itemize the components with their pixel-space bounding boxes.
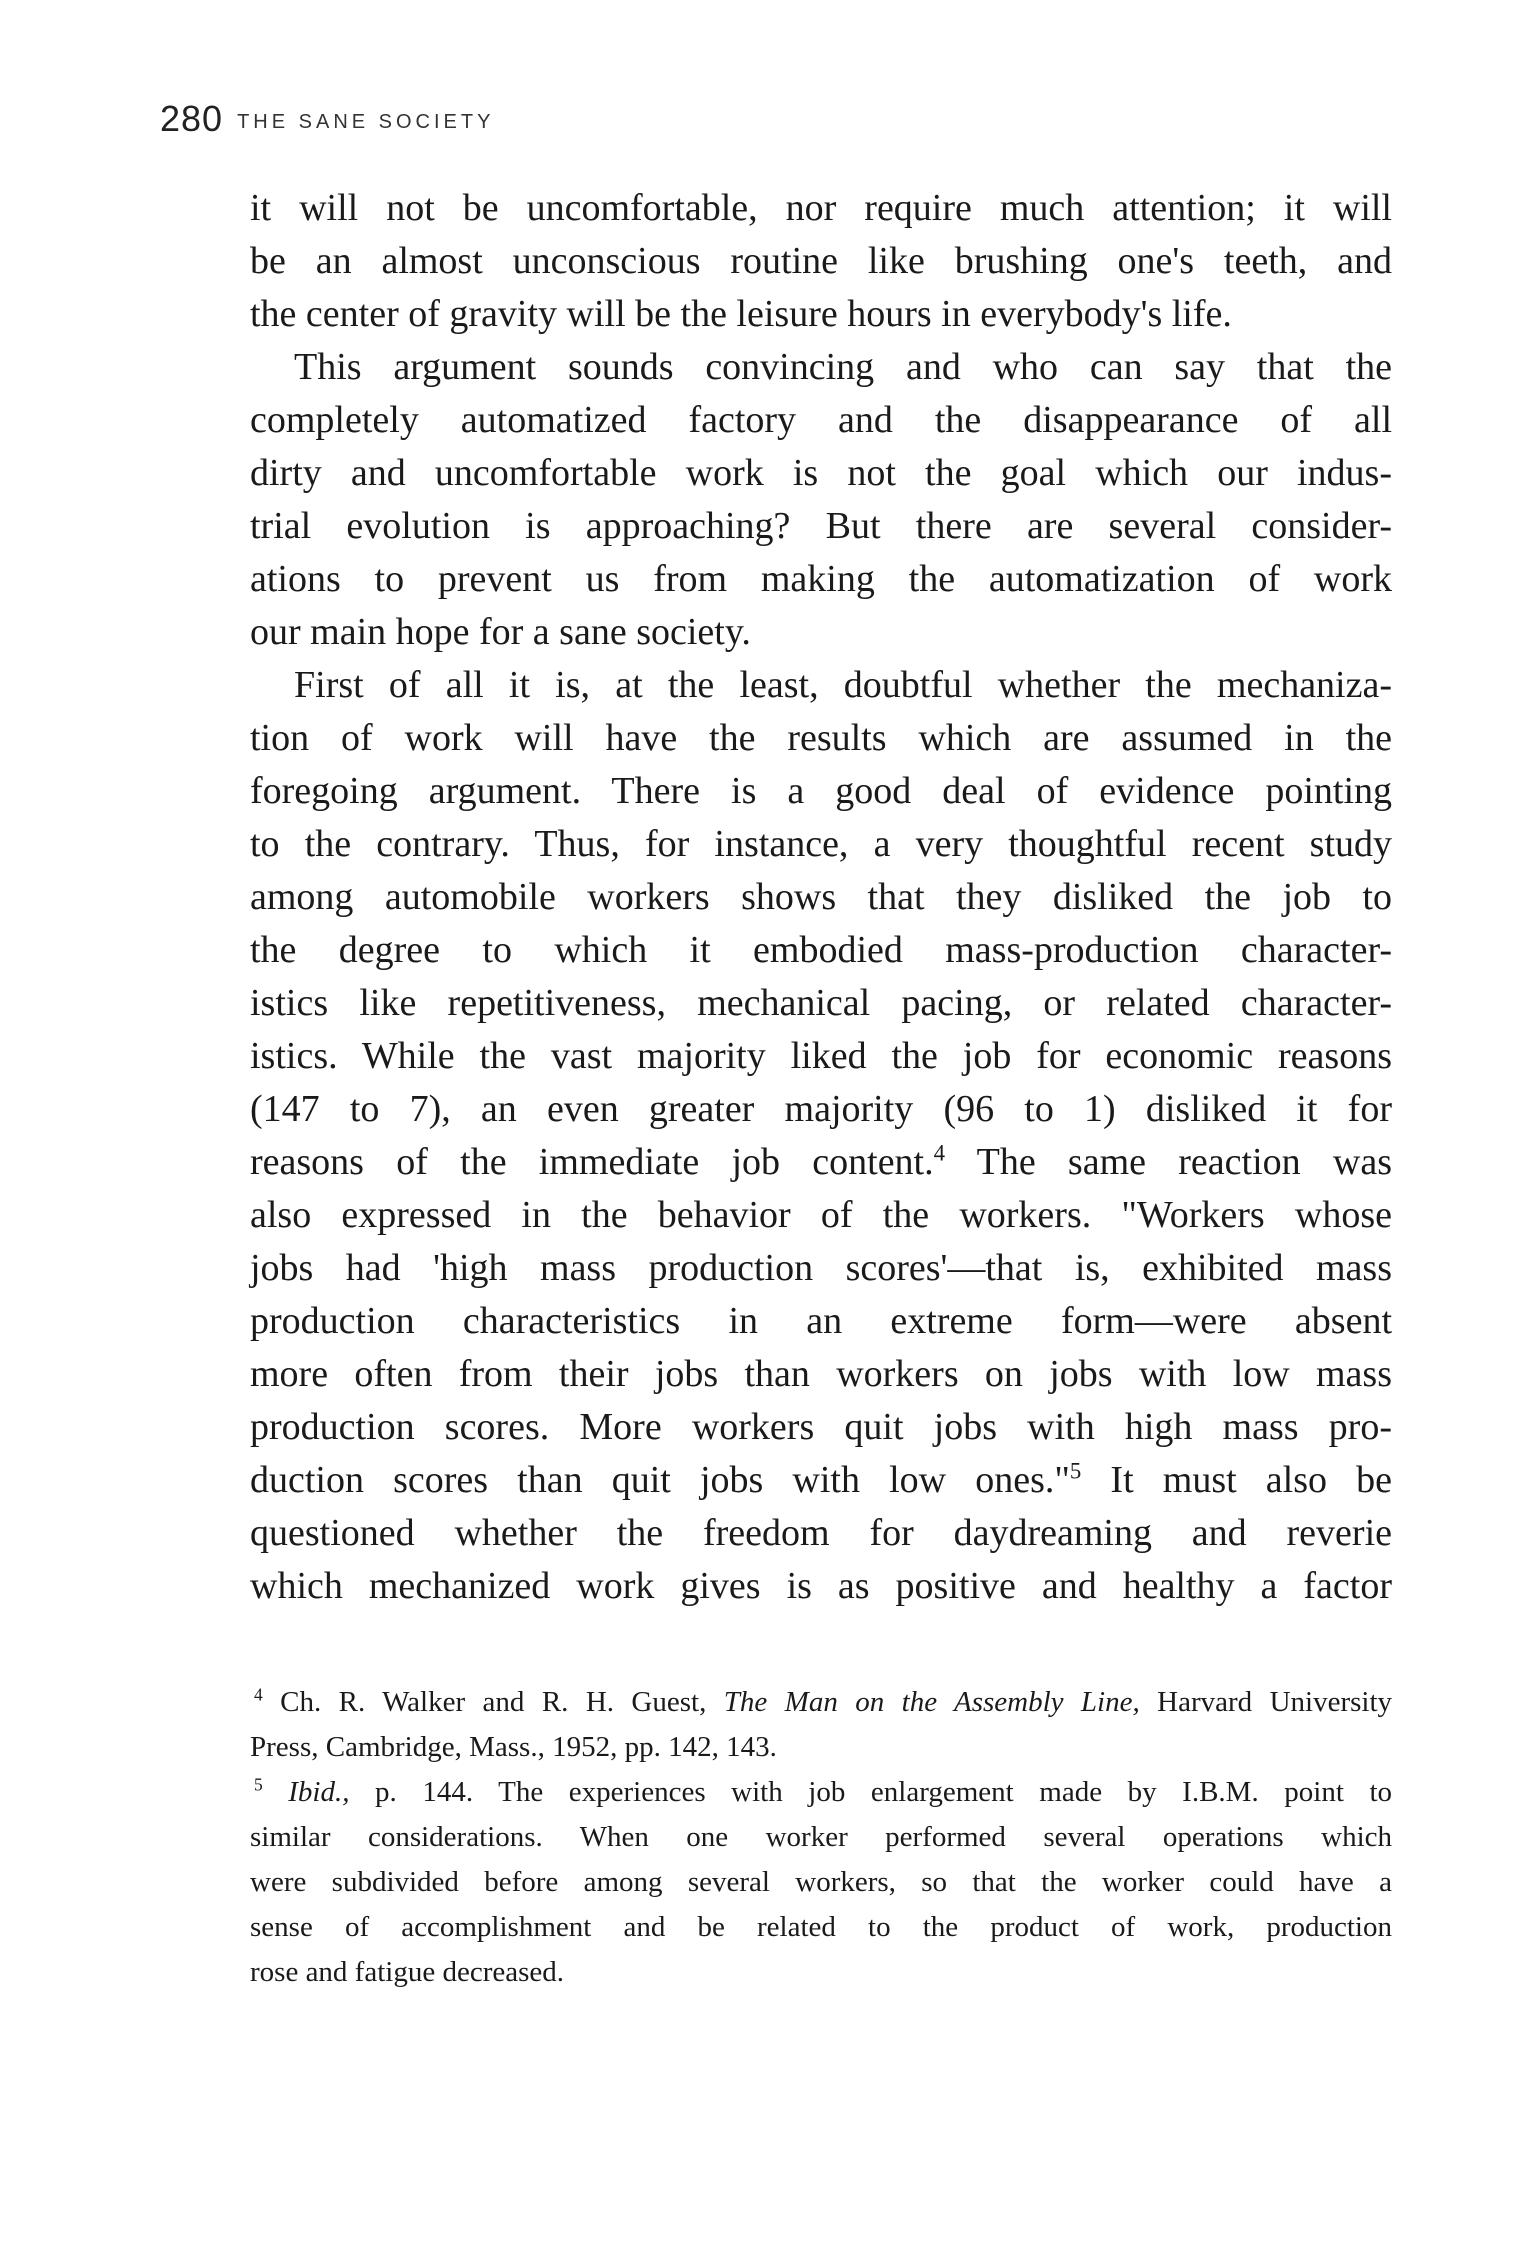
body-line: production characteristics in an extreme form—were absent bbox=[250, 1300, 1392, 1342]
footnote-line: similar considerations. When one worker performed several operations which bbox=[250, 1821, 1392, 1853]
body-line: (147 to 7), an even greater majority (96 to 1) disliked it for bbox=[250, 1088, 1392, 1130]
footnote-line: sense of accomplishment and be related to the product of work, production bbox=[250, 1911, 1392, 1943]
body-line: tion of work will have the results which are assumed in the bbox=[250, 717, 1392, 759]
footnote-line: $^4$ Ch. R. Walker and R. H. Guest, The Man on the Assembly Line, Harvard University bbox=[254, 1684, 1393, 1718]
footnote-marker: 4 bbox=[254, 1684, 263, 1705]
body-line: istics. While the vast majority liked the job for economic reasons bbox=[250, 1035, 1392, 1077]
footnote-5 bbox=[250, 1770, 1392, 1995]
page-number: 280 bbox=[160, 98, 224, 139]
body-line: to the contrary. Thus, for instance, a very thoughtful recent study bbox=[250, 823, 1392, 865]
body-line: trial evolution is approaching? But there are several consider- bbox=[250, 505, 1392, 547]
body-line: foregoing argument. There is a good deal of evidence pointing bbox=[250, 770, 1392, 812]
body-line: the degree to which it embodied mass-production character- bbox=[250, 929, 1392, 971]
footnote-4 bbox=[250, 1680, 1392, 1770]
running-head-title: THE SANE SOCIETY bbox=[237, 111, 495, 133]
body-line: First of all it is, at the least, doubtful whether the mechaniza- bbox=[294, 664, 1392, 706]
body-line: the center of gravity will be the leisure hours in everybody's life. bbox=[250, 293, 1232, 335]
body-line: it will not be uncomfortable, nor require much attention; it will bbox=[250, 187, 1392, 229]
body-line: production scores. More workers quit jobs with high mass pro- bbox=[250, 1406, 1392, 1448]
running-head bbox=[160, 98, 494, 140]
footnote-line: were subdivided before among several workers, so that the worker could have a bbox=[250, 1866, 1392, 1898]
footnote-line: Press, Cambridge, Mass., 1952, pp. 142, 143. bbox=[250, 1731, 777, 1763]
body-line: among automobile workers shows that they disliked the job to bbox=[250, 876, 1392, 918]
footnotes bbox=[250, 1680, 1392, 1995]
citation-title: The Man on the Assembly Line, bbox=[723, 1686, 1140, 1718]
body-line: This argument sounds convincing and who can say that the bbox=[294, 346, 1392, 388]
body-line: our main hope for a sane society. bbox=[250, 611, 751, 653]
body-line: reasons of the immediate job content.$^4$ The same reaction was bbox=[250, 1140, 1392, 1183]
body-line: completely automatized factory and the disappearance of all bbox=[250, 399, 1392, 441]
body-line: jobs had 'high mass production scores'—that is, exhibited mass bbox=[250, 1247, 1392, 1289]
footnote-line: $^5$ Ibid., p. 144. The experiences with job enlargement made by I.B.M. point to bbox=[254, 1774, 1392, 1808]
body-line: istics like repetitiveness, mechanical pacing, or related character- bbox=[250, 982, 1392, 1024]
footnote-ref-5: 5 bbox=[1069, 1458, 1082, 1484]
body-line: ations to prevent us from making the automatization of work bbox=[250, 558, 1392, 600]
footnote-ref-4: 4 bbox=[933, 1140, 946, 1166]
citation-ibid: Ibid., bbox=[288, 1776, 350, 1808]
footnote-line: rose and fatigue decreased. bbox=[250, 1956, 565, 1988]
footnote-marker: 5 bbox=[254, 1774, 263, 1795]
body-text bbox=[250, 182, 1392, 1613]
body-line: also expressed in the behavior of the workers. "Workers whose bbox=[250, 1194, 1392, 1236]
body-line: be an almost unconscious routine like brushing one's teeth, and bbox=[250, 240, 1392, 282]
body-line: questioned whether the freedom for daydreaming and reverie bbox=[250, 1512, 1392, 1554]
body-line: more often from their jobs than workers on jobs with low mass bbox=[250, 1353, 1392, 1395]
body-line: dirty and uncomfortable work is not the goal which our indus- bbox=[250, 452, 1392, 494]
body-line: duction scores than quit jobs with low ones."$^5$ It must also be bbox=[250, 1458, 1392, 1501]
body-line: which mechanized work gives is as positive and healthy a factor bbox=[250, 1565, 1392, 1607]
